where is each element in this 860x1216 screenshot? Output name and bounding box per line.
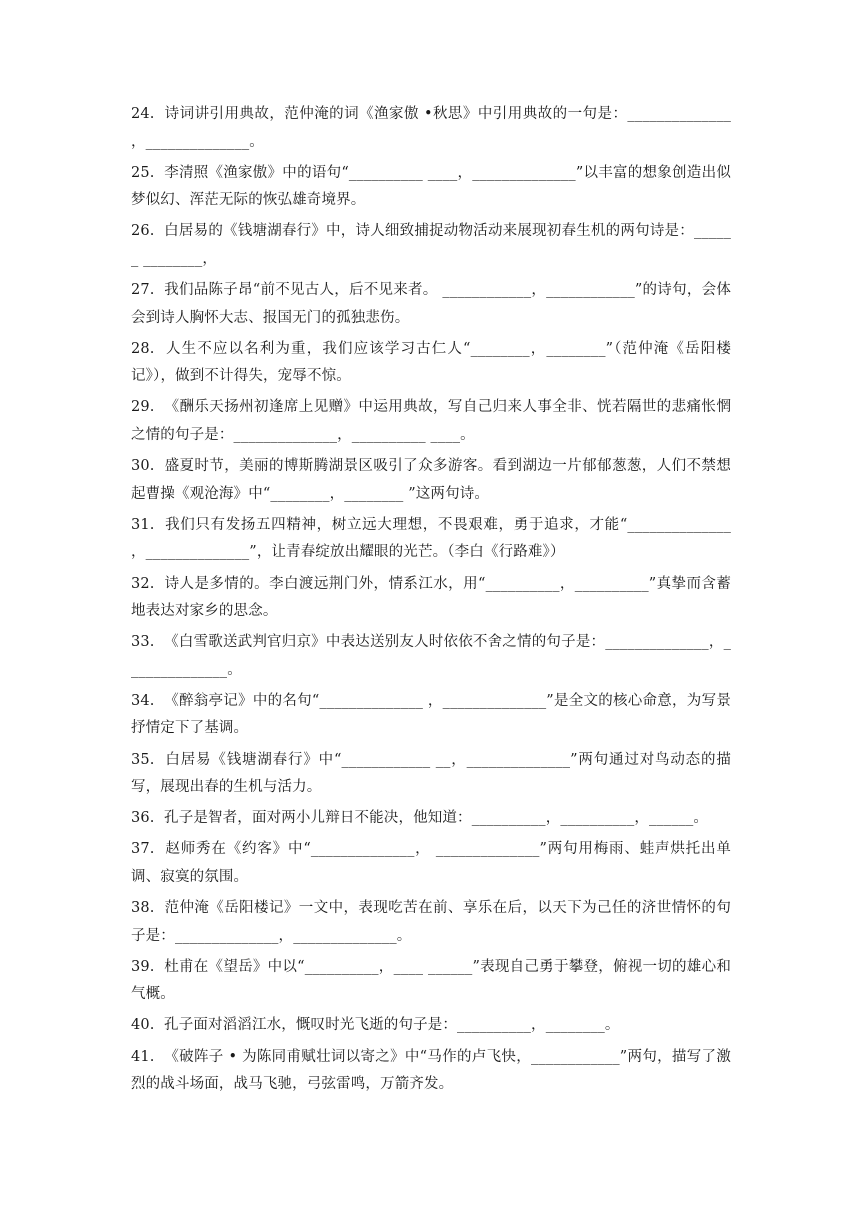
question-text: 《破阵子 • 为陈同甫赋壮词以寄之》中“马作的卢飞快，____________”两句，描写了激烈的战斗场面，战马飞驰，弓弦雷鸣，万箭齐发。 — [131, 1048, 731, 1093]
question-30 — [131, 453, 731, 508]
question-number: 33. — [131, 634, 155, 651]
question-number: 34. — [131, 692, 155, 709]
question-text: 李清照《渔家傲》中的语句“__________ ____，______________”以丰富的想象创造出似梦似幻、浑茫无际的恢弘雄奇境界。 — [131, 164, 731, 209]
question-number: 29. — [131, 399, 155, 416]
question-number: 27. — [131, 282, 155, 299]
question-34 — [131, 688, 731, 743]
question-31 — [131, 512, 731, 567]
question-text: 赵师秀在《约客》中“______________， ______________”两句用梅雨、蛙声烘托出单调、寂寞的氛围。 — [131, 841, 731, 885]
question-41 — [131, 1044, 731, 1099]
question-32 — [131, 571, 731, 626]
question-number: 32. — [131, 575, 155, 592]
question-36 — [131, 805, 731, 833]
question-text: 《醉翁亭记》中的名句“______________ ，______________”是全文的核心命意，为写景抒情定下了基调。 — [131, 692, 731, 737]
question-text: 杜甫在《望岳》中以“__________，____ ______”表现自己勇于攀登，俯视一切的雄心和气概。 — [131, 958, 731, 1003]
question-text: 我们只有发扬五四精神，树立远大理想，不畏艰难，勇于追求，才能“______________ ，______________”，让青春绽放出耀眼的光芒。（李白《行路难》） — [131, 516, 731, 561]
question-text: 白居易的《钱塘湖春行》中，诗人细致捕捉动物活动来展现初春生机的两句诗是：______ ________， — [131, 223, 731, 267]
question-text: 范仲淹《岳阳楼记》一文中，表现吃苦在前、享乐在后，以天下为己任的济世情怀的句子是：______________，______________。 — [131, 900, 731, 944]
question-text: 孔子是智者，面对两小儿辩日不能决，他知道：__________，__________，______。 — [164, 810, 709, 827]
question-33 — [131, 629, 731, 684]
question-number: 28. — [131, 340, 155, 357]
question-number: 31. — [131, 516, 155, 533]
question-40 — [131, 1012, 731, 1040]
question-39 — [131, 954, 731, 1009]
question-text: 白居易《钱塘湖春行》中“____________ __，______________”两句通过对鸟动态的描写，展现出春的生机与活力。 — [131, 751, 731, 796]
question-list — [131, 101, 731, 1102]
question-text: 人生不应以名利为重，我们应该学习古仁人“________，________”（范仲淹《岳阳楼记》），做到不计得失，宠辱不惊。 — [131, 340, 731, 385]
question-35 — [131, 747, 731, 802]
question-number: 39. — [131, 958, 155, 975]
question-number: 40. — [131, 1017, 155, 1034]
question-number: 36. — [131, 810, 155, 827]
question-29 — [131, 394, 731, 449]
question-number: 30. — [131, 458, 155, 475]
question-number: 41. — [131, 1048, 155, 1065]
question-text: 《酬乐天扬州初逢席上见赠》中运用典故，写自己归来人事全非、恍若隔世的悲痛怅惘之情的句子是：______________，__________ ____。 — [131, 399, 731, 444]
question-37 — [131, 836, 731, 891]
question-text: 诗词讲引用典故，范仲淹的词《渔家傲 •秋思》中引用典故的一句是：______________ ，______________。 — [131, 106, 731, 150]
question-number: 35. — [131, 751, 155, 768]
question-24 — [131, 101, 731, 156]
question-number: 25. — [131, 164, 155, 181]
question-38 — [131, 895, 731, 950]
question-text: 盛夏时节，美丽的博斯腾湖景区吸引了众多游客。看到湖边一片郁郁葱葱，人们不禁想起曹操《观沧海》中“________，________ ”这两句诗。 — [131, 458, 731, 502]
question-25 — [131, 160, 731, 215]
question-text: 孔子面对滔滔江水，慨叹时光飞逝的句子是：__________，________。 — [164, 1017, 620, 1034]
question-text: 诗人是多情的。李白渡远荆门外，情系江水，用“__________，__________”真挚而含蓄地表达对家乡的思念。 — [131, 575, 731, 620]
question-28 — [131, 336, 731, 391]
question-27 — [131, 277, 731, 332]
question-number: 24. — [131, 106, 155, 122]
question-number: 38. — [131, 900, 155, 917]
question-number: 26. — [131, 223, 155, 240]
question-26 — [131, 218, 731, 273]
question-text: 《白雪歌送武判官归京》中表达送别友人时依依不舍之情的句子是：______________，_ _____________。 — [131, 634, 731, 678]
question-text: 我们品陈子昂“前不见古人，后不见来者。 ____________，____________”的诗句，会体会到诗人胸怀大志、报国无门的孤独悲伤。 — [131, 282, 731, 326]
question-number: 37. — [131, 841, 155, 858]
